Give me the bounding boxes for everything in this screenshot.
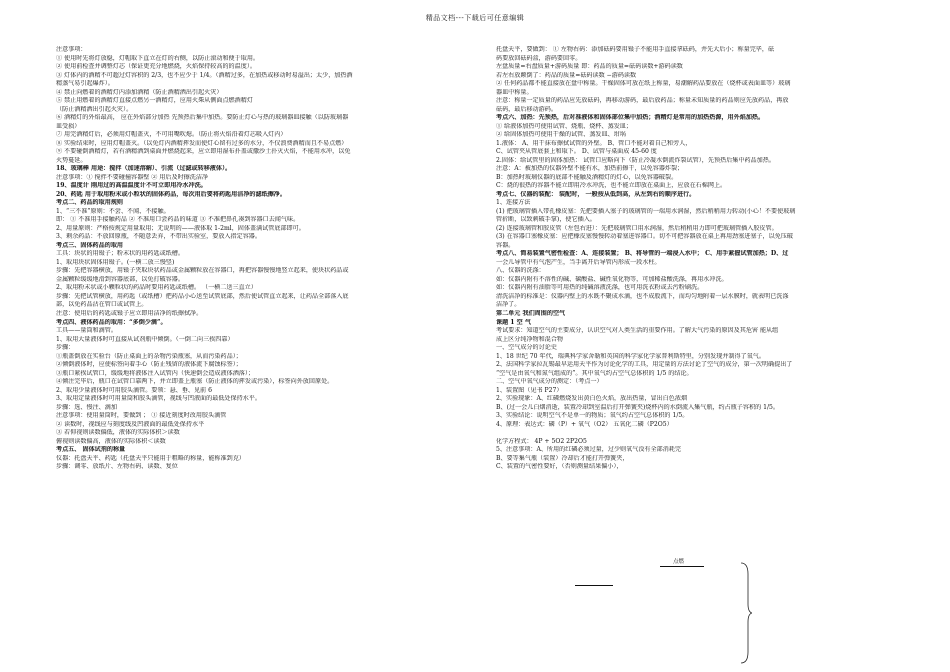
left-line: 考点五、 固体试剂的称量 [56,446,126,454]
right-line: 考点六、加热：先预热，后对准液体和固体部位集中加热；酒精灯是常用的加热热源，用外焰加热。 [496,114,765,122]
left-line: 火势蔓延。 [56,156,87,164]
left-line: 考点三、固体药品的取用 [56,241,124,249]
right-line: ② 给固体加热可使用干燥的试管、蒸发皿、坩埚 [496,131,626,139]
left-line: 18、玻璃棒 用途：搅拌（加速溶解）、引流（过滤或转移液体）。 [56,165,232,173]
right-line: 一、空气成分的讨论史 [496,344,557,352]
right-line: 2、法国科学家拉瓦锡最早运用天平作为讨论化学的工具，用定量的方法讨论了空气的成分，第一次明确提出了 [496,361,793,369]
right-line: 考试要求：知道空气的主要成分，认识空气对人类生活的重要作用。了解大气污染的原因及其危害 能从组 [496,327,779,335]
right-line: 清洗洁净的标准是：仪器内壁上的水既不聚成水滴，也不成股流下，而均匀地附着一层水膜时，就表明已洗涤 [496,292,789,300]
left-line: 皿受损） [56,122,81,130]
left-line: 步骤： [56,344,75,352]
left-line: 19、温度计 刚用过的高温温度计不可立即用冷水冲洗。 [56,182,207,190]
left-line: ② 读数时，视线应与刻度线及凹液面的最低处保持水平 [56,420,205,428]
left-line: 注意事项：使用量筒时，要做到 ； ① 接近刻度时改用胶头滴管 [56,412,227,420]
right-line: C、试管夹从管底套上和取下。 D、试管与桌面成 45-60 度 [496,148,657,156]
left-line: （防止酒精洒出引起火灾）。 [56,105,133,113]
left-line: 2、用量原则：严格按规定用量取用；无说明的——液体取 1-2ml，固体盖满试管底部即可。 [56,224,305,232]
right-line: 化学方程式： 4P + 5O2 2P2O5 [496,437,587,445]
left-line: ④倾注完毕后，瓶口在试管口靠两下，并立即盖上瓶塞（防止液体的挥发或污染），标签向外放回原处。 [56,378,334,386]
right-column [496,46,901,472]
right-line: 考点七、仪器的装配： 装配时， 一般按从低到高，从左到右的顺序进行。 [496,190,696,198]
left-line: ③ 若仰视则读数偏低，液体的实际体积＞读数 [56,429,180,437]
left-line: 俯视则读数偏高，液体的实际体积＜读数 [56,437,166,445]
right-line: 码要放回砝码盒，游码要回零。 [496,54,582,62]
left-line: ⑦ 用完酒精灯后，必须用灯帽盖灭，不可用嘴吹熄。（防止将火焰沿着灯芯吸入灯内） [56,131,287,139]
right-line: B、要等集气瓶（装置）冷却后才能打开弹簧夹， [496,454,629,462]
right-line: 1、装置图（见书 P27） [496,386,563,394]
left-line: 部，以免药品沾在管口或试管上。 [56,301,148,309]
right-line: B：加热时玻璃仪器的底部不能触及酒精灯的灯心，以免容器破裂。 [496,173,678,181]
right-brace-icon [740,562,752,664]
right-line: ② 任何药品都不能直接放在盘中称量。干燥固体可放在纸上称量，易潮解药品要放在（烧杯或表面皿等）玻璃 [496,80,791,88]
right-line: C：烧的很热的容器不能立即用冷水冲洗，也不能立即放在桌面上，应放在石棉网上。 [496,182,727,190]
right-line: 如：仪器内附有不溶性的碱、碳酸盐、碱性氧化物等，可加稀盐酸洗涤，再用水冲洗。 [496,275,728,283]
right-line: 左盘质量=右盘质量+游码质量 即：药品的质量=砝码读数+游码读数 [496,63,683,71]
left-line: 2、取用粉末状或小颗粒状的药品时要用药匙或纸槽。 （一横二送三直立） [56,284,257,292]
right-line: 洁净了。 [496,301,521,309]
left-line: 即： ① 不准用手接触药品 ② 不准用口尝药品的味道 ③ 不准把鼻孔凑到容器口去闻气味。 [56,216,300,224]
right-line: 若左右放颠倒了：药品的质量=砝码读数 −游码读数 [496,71,637,79]
right-line: 3、实验结论：说明空气不是单一的物质；氧气约占空气总体积的 1/5。 [496,412,689,420]
right-line: 二、空气中氧气成分的测定：（考点一） [496,378,603,386]
right-line: 5、注意事项：A、所用的红磷必须过量，过少则氧气没有全部消耗完 [496,446,681,454]
left-line: 精蒸气易引起爆炸）。 [56,80,114,88]
right-line: 注意：称量一定质量的药品应先放砝码，再移动游码，最后放药品；称量未知质量的药品则应先放药品，再放 [496,97,789,105]
right-line: C、装置的气密性要好，（否则测量结果偏小）， [496,463,623,471]
right-line: 八、仪器的洗涤： [496,267,545,275]
right-line: 注意：A：被加热的仪器外壁不能有水，加热前擦干，以免容器炸裂； [496,165,684,173]
right-line: 1、18 世纪 70 年代，瑞典科学家舍勒和英国的科学家化学家普利斯特里，分别发现并制得了氧气。 [496,352,765,360]
reaction-arrow [660,566,704,567]
left-line: 工具：块状的用镊子；粉末状的用药匙或纸槽。 [56,250,184,258]
left-line: ⑧ 实验结束时，应用灯帽盖灭。（以免灯内酒精挥发而使灯心留有过多的水分，不仅浪费酒精而且不易点燃） [56,139,348,147]
left-line: 注意：使用后的药匙或镊子应立即用洁净的纸擦拭净。 [56,309,203,317]
right-line: 如：仪器内附有油脂等可用热的纯碱溶液洗涤，也可用洗衣粉或去污粉刷洗。 [496,284,704,292]
left-line: 仪器：托盘天平、药匙（托盘天平只能用于粗略的称量，能称准到克） [56,454,245,462]
right-line: 砝码，最后移动游码。 [496,105,557,113]
left-line: 注意事项：① 搅拌不要碰撞容器壁 ② 用后及时擦洗洁净 [56,173,209,181]
left-line: ②倾倒液体时，应使标签向着手心（防止残留的液体流下腐蚀标签）； [56,361,242,369]
right-line: 托盘天平，要做到： ① 左物右码：添加砝码要用镊子不能用手直接拿砝码，并先大后小；称量完毕，砝 [496,46,775,53]
right-line: 容器。 [496,241,515,249]
left-line: 1、取用大量液体时可直接从试剂瓶中倾倒。（一倒二向三挨四靠） [56,335,234,343]
left-line: 注意事项： [56,46,87,53]
equation-line [575,585,613,586]
right-line: 2、实验现象：A、红磷燃烧发出黄白色火焰，放出热量，冒出白色浓烟 [496,395,688,403]
right-line: 管折断，以致刺破手掌)，使它插入。 [496,216,596,224]
left-line: 金属颗粒缓缓地滑到容器底部，以免打破容器。 [56,275,184,283]
left-line: ⑥ 酒精灯的外焰最高， 应在外焰部分加热 先预热后集中加热。要防止灯心与热的玻璃器皿接触（以防玻璃器 [56,114,349,122]
right-line: B、(过一会儿白烟消逝，装置冷却到室温后打开弹簧夹)烧杯内的水倒流入集气瓶，约占瓶子容积的 1/5。 [496,403,780,411]
right-line: 器皿中称量。 [496,88,533,96]
right-line: “空气是由氧气和氮气组成的”。其中氧气约占空气总体积的 1/5 的结论。 [496,369,693,377]
right-line: 一会儿导管中有气泡产生，当手离开后导管内形成一段水柱。 [496,258,661,266]
left-line: 步骤：先把试管横放，用药匙（或纸槽）把药品小心送至试管底部，然后使试管直立起来，让药品全部落入底 [56,292,349,300]
left-column [56,46,461,472]
right-line: (1) 把玻璃管插入带孔橡皮塞：先把要插入塞子的玻璃管的一端用水润湿，然后稍稍用力转动(小心！不要使玻璃 [496,207,796,215]
left-line: 步骤：选、慢注、滴加 [56,403,117,411]
right-line [496,429,901,438]
left-line: 3、剩余药品：不放回原瓶，不随意丢弃，不带出实验室，要放入指定容器。 [56,233,261,241]
left-line: 步骤：调零、放纸片、左物右码、读数、复位 [56,463,178,471]
left-line: 工具——量筒和滴管。 [56,327,117,335]
right-line: ① 给液体加热可使用试管、烧瓶、烧杯、蒸发皿； [496,122,632,130]
right-line: 第二单元 我们周围的空气 [496,309,566,317]
right-line: 1、连接方法 [496,199,531,207]
right-line: 2.固体：给试管里的固体加热： 试管口应略向下（防止冷凝水倒流炸裂试管），先预热后集中药品加热。 [496,156,775,164]
left-line: ① 使用时先将灯放稳，灯帽取下直立在灯的右侧，以防止滚动和便于取用。 [56,54,260,62]
ignite-annotation: 点燃 [673,559,685,565]
left-line: ④ 禁止向燃着的酒精灯内添加酒精（防止酒精洒出引起火灾） [56,88,223,96]
left-line: ①瓶盖倒放在实验台（防止桌面上的杂物污染瓶塞，从而污染药品）； [56,352,242,360]
right-line: 1.液体： A、用干抹布擦拭试管的外壁。 B、管口不能对着自己和旁人， [496,139,692,147]
left-line: 考点二、药品的取用规则 [56,199,124,207]
left-line: ③瓶口紧挨试管口，缓缓地将液体注入试管内（快速倒会造成液体洒落）； [56,369,255,377]
left-line: 2、取用少量液体时可用胶头滴管。要领：悬、垂、见前 6 [56,386,212,394]
left-line: 3、取用定量液体时可用量筒和胶头滴管，视线与凹液面的最低处保持水平。 [56,395,261,403]
left-line: ③ 灯体内的酒精不可超过灯容积的 2/3，也不应少于 1/4。（酒精过多，在加热或移动时易溢出；太少，加热酒 [56,71,353,79]
right-line: 考点八、简易装置气密性检查：A、连接装置； B、将导管的一端浸入水中； C、用手紧握试管加热；D、过 [496,250,789,258]
right-line: 成上区分纯净物和混合物 [496,335,564,343]
left-line: ⑤ 禁止用燃着的酒精灯直接点燃另一酒精灯，应用火柴从侧面点燃酒精灯 [56,97,253,105]
left-line: 20、药匙 用于取用粉末或小粒状的固体药品，每次用后要将药匙用洁净的滤纸擦净。 [56,190,286,198]
right-line: 4、原理：表达式：磷（P）+ 氧气（O2） 五氧化二磷（P2O5） [496,420,673,428]
page-header: 精品文档---下载后可任意编辑 [425,14,525,22]
left-line: ② 使用前检查并调整灯芯（保证更充分地燃烧，火焰保持较高的的温度）。 [56,63,256,71]
left-line: ⑨ 不要碰倒酒精灯，若有酒精洒到桌面并燃烧起来，应立即用湿布扑盖或撒沙土扑灭火焰，不能用水冲，以免 [56,148,351,156]
right-line: 课题 1 空 气 [496,318,531,326]
right-line: (2) 连接玻璃管和胶皮管（左包右进）：先把玻璃管口用水润湿，然后稍稍用力即可把玻璃管插入胶皮管。 [496,224,778,232]
right-line: (3) 在容器口塞橡皮塞：应把橡皮塞慢慢转动着塞进容器口。切不可把容器放在桌上再用劲塞进塞子，以免压破 [496,233,793,241]
left-line: 1、取用块状固体用镊子。(一横二放三慢竖) [56,258,175,266]
left-line: 1、“三不准”原则：不尝、不闻、不接触。 [56,207,170,215]
left-line: 步骤：先把容器横放，用镊子夹取块状药品或金属颗粒放在容器口，再把容器慢慢地竖立起来，使块状药品或 [56,267,349,275]
left-line: 考点四、液体药品的取用：“多倒少滴”。 [56,318,167,326]
